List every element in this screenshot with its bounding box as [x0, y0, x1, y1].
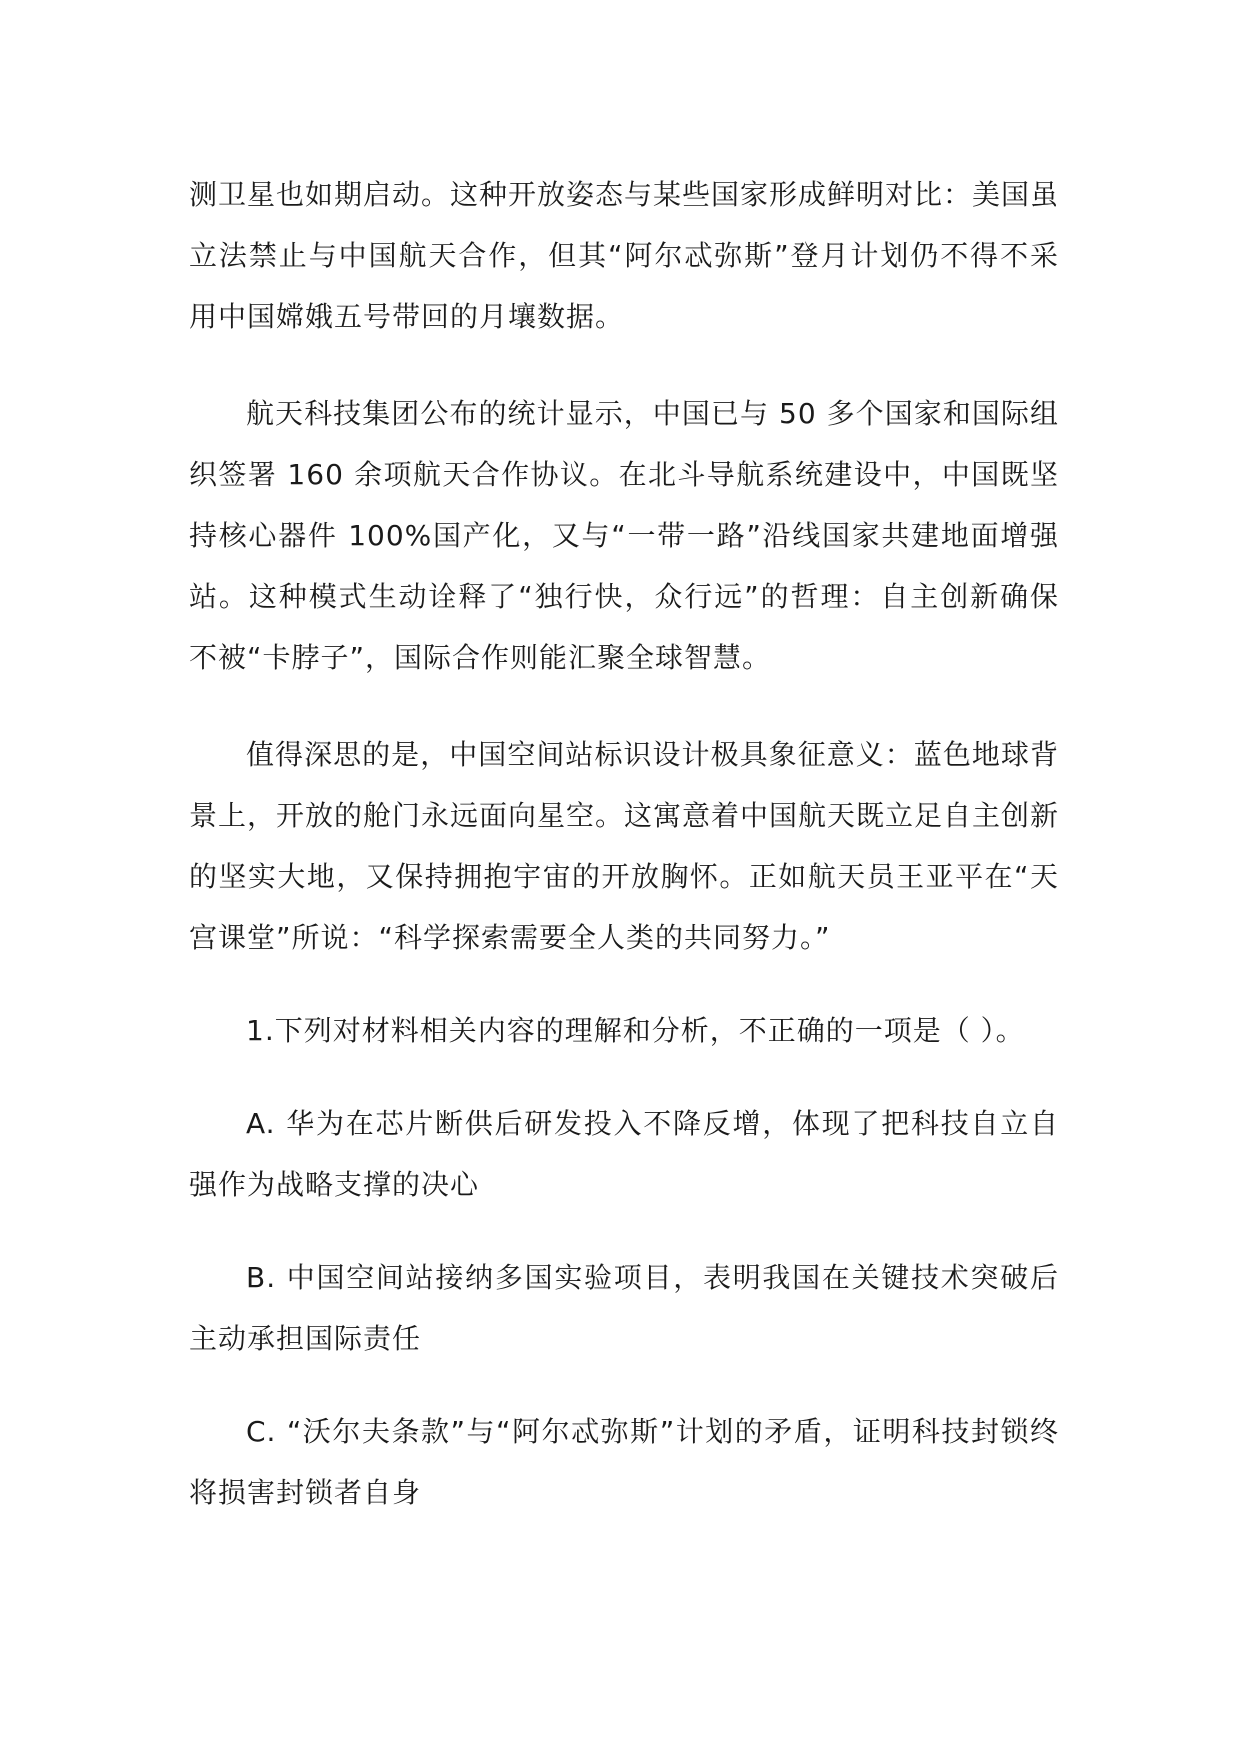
paragraph-continuation: 测卫星也如期启动。这种开放姿态与某些国家形成鲜明对比：美国虽立法禁止与中国航天合作，但其“阿尔忒弥斯”登月计划仍不得不采用中国嫦娥五号带回的月壤数据。 — [189, 178, 1060, 333]
option-c: C. “沃尔夫条款”与“阿尔忒弥斯”计划的矛盾，证明科技封锁终将损害封锁者自身 — [189, 1415, 1059, 1509]
question-stem: 1.下列对材料相关内容的理解和分析，不正确的一项是（ ）。 — [246, 1014, 1025, 1047]
paragraph-space-station-logo: 值得深思的是，中国空间站标识设计极具象征意义：蓝色地球背景上，开放的舱门永远面向星空。这寓意着中国航天既立足自主创新的坚实大地，又保持拥抱宇宙的开放胸怀。正如航天员王亚平在“天宫课堂”所说：“科学探索需要全人类的共同努力。” — [189, 738, 1060, 954]
paragraph-cooperation-statistics: 航天科技集团公布的统计显示，中国已与 50 多个国家和国际组织签署 160 余项航天合作协议。在北斗导航系统建设中，中国既坚持核心器件 100%国产化，又与“一带一路”沿线国家共建地面增强站。这种模式生动诠释了“独行快，众行远”的哲理：自主创新确保不被“卡脖子”，国际合作则能汇聚全球智慧。 — [189, 397, 1059, 674]
option-b: B. 中国空间站接纳多国实验项目，表明我国在关键技术突破后主动承担国际责任 — [189, 1261, 1059, 1355]
option-a: A. 华为在芯片断供后研发投入不降反增，体现了把科技自立自强作为战略支撑的决心 — [189, 1107, 1059, 1201]
document-body — [189, 164, 1059, 1523]
